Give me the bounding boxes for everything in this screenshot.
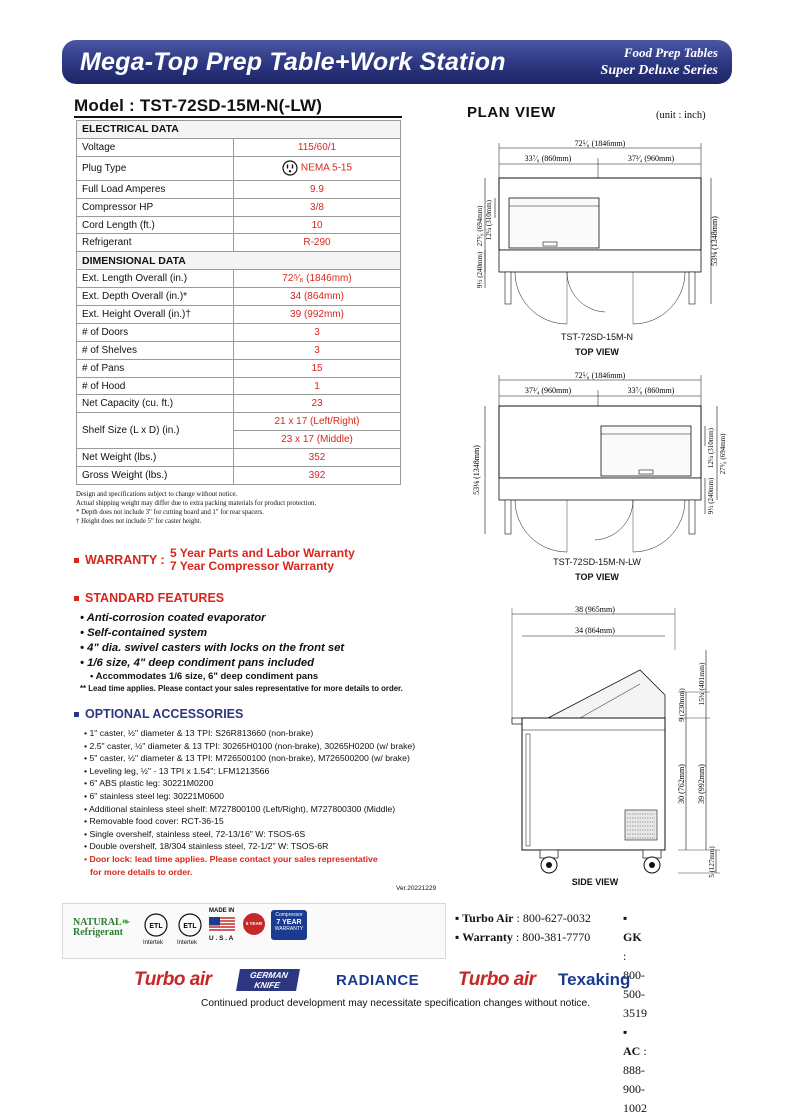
list-item: • 6" ABS plastic leg: 30221M0200 bbox=[84, 778, 214, 789]
standard-features-heading bbox=[74, 591, 224, 605]
dim-cabinet-depth: 34 (864mm) bbox=[575, 626, 615, 635]
spec-value: 15 bbox=[234, 359, 401, 377]
spec-label: Voltage bbox=[77, 138, 234, 156]
table-row bbox=[77, 156, 401, 180]
model-title: Model : TST-72SD-15M-N(-LW) bbox=[74, 96, 323, 115]
side-view-drawing bbox=[500, 600, 730, 880]
warranty-phone: : 800-381-7770 bbox=[515, 930, 591, 944]
made-in-label: MADE IN bbox=[209, 908, 235, 914]
list-item: • Double overshelf, 18/304 stainless steel, 72-1/2" W: TSOS-6R bbox=[84, 841, 329, 852]
table-row bbox=[77, 121, 401, 139]
dim-top-height: 15¾ (401mm) bbox=[697, 662, 706, 706]
natural-refrigerant-logo bbox=[73, 918, 130, 938]
us-flag-icon bbox=[209, 917, 235, 933]
warranty-badge-label: WARRANTY bbox=[274, 926, 304, 932]
table-row bbox=[77, 252, 401, 270]
accessories-list bbox=[84, 727, 415, 878]
brand-logos bbox=[120, 967, 660, 993]
turbo-air-logo-2: Turbo air bbox=[458, 969, 536, 990]
spec-value: 9.9 bbox=[234, 180, 401, 198]
dim-cabinet-height: 30 (762mm) bbox=[677, 764, 686, 804]
electrical-header: ELECTRICAL DATA bbox=[77, 121, 401, 139]
header-banner bbox=[62, 40, 732, 84]
dim-left-section: 33⁷⁄₈ (860mm) bbox=[524, 154, 572, 163]
dim-a: 12¼ (310mm) bbox=[485, 200, 493, 241]
spec-label: Cord Length (ft.) bbox=[77, 216, 234, 234]
table-row bbox=[77, 323, 401, 341]
dim-b: 27⁵⁄₈ (694mm) bbox=[476, 205, 484, 247]
table-row bbox=[77, 180, 401, 198]
door-lock-note-1: • Door lock: lead time applies. Please contact your sales representative bbox=[84, 853, 378, 864]
spec-table bbox=[76, 120, 401, 485]
spec-label: Gross Weight (lbs.) bbox=[77, 467, 234, 485]
spec-label: Net Weight (lbs.) bbox=[77, 449, 234, 467]
spec-label: Plug Type bbox=[77, 156, 234, 180]
dim-overall-length: 72⁵⁄₈ (1846mm) bbox=[574, 371, 626, 380]
texaking-logo: Texaking bbox=[558, 970, 631, 989]
contact-ac: ▪ AC : 888-900-1002 bbox=[623, 1025, 647, 1115]
spec-value: 352 bbox=[234, 449, 401, 467]
optional-accessories-heading-text: OPTIONAL ACCESSORIES bbox=[85, 707, 244, 721]
table-row bbox=[77, 467, 401, 485]
table-row bbox=[77, 288, 401, 306]
plug-icon bbox=[282, 160, 298, 176]
dim-overall-height: 39 (992mm) bbox=[697, 764, 706, 804]
warranty-line-1: 5 Year Parts and Labor Warranty bbox=[170, 546, 355, 560]
spec-label: # of Doors bbox=[77, 323, 234, 341]
fine-print-2: Actual shipping weight may differ due to extra packing materials for product protection. bbox=[76, 500, 317, 507]
dimensional-header: DIMENSIONAL DATA bbox=[77, 252, 401, 270]
certification-box bbox=[62, 903, 446, 959]
list-item: • Removable food cover: RCT-36-15 bbox=[84, 816, 224, 827]
unit-label: (unit : inch) bbox=[656, 110, 706, 121]
table-row bbox=[77, 341, 401, 359]
table-row bbox=[77, 216, 401, 234]
list-item: • 4" dia. swivel casters with locks on the front set bbox=[80, 642, 345, 654]
category-label: Food Prep Tables bbox=[623, 45, 718, 60]
etl-sanitation-icon bbox=[177, 912, 203, 938]
etl-icon bbox=[143, 912, 169, 938]
intertek-label: Intertek bbox=[143, 940, 164, 946]
five-year-badge: 5 YEAR bbox=[243, 913, 265, 935]
list-item: • Single overshelf, stainless steel, 72-13/16" W: TSOS-6S bbox=[84, 828, 306, 839]
table-row bbox=[77, 234, 401, 252]
bullet-icon bbox=[74, 712, 79, 717]
spec-value: 3 bbox=[234, 323, 401, 341]
spec-value: 23 x 17 (Middle) bbox=[234, 431, 401, 449]
version-label: Ver.20221229 bbox=[396, 885, 437, 892]
spec-label: Ext. Height Overall (in.)† bbox=[77, 306, 234, 324]
turbo-air-logo: Turbo air bbox=[134, 969, 212, 990]
svg-text:ETL: ETL bbox=[183, 923, 197, 930]
dim-left-section: 37³⁄₄ (960mm) bbox=[524, 386, 572, 395]
fine-print-3: * Depth does not include 3" for cutting board and 1" for rear spacers. bbox=[76, 509, 264, 516]
standard-features-list bbox=[80, 611, 403, 694]
list-item: • 2.5" caster, ½" diameter & 13 TPI: 30265H0100 (non-brake), 30265H0200 (w/ brake) bbox=[84, 740, 416, 751]
top-view-label-lw: TOP VIEW bbox=[575, 572, 619, 582]
list-item: • 1/6 size, 4" deep condiment pans included bbox=[80, 657, 315, 669]
radiance-logo: RADIANCE bbox=[336, 972, 420, 989]
model-underline bbox=[74, 116, 402, 118]
spec-label: Shelf Size (L x D) (in.) bbox=[77, 413, 234, 449]
contact-warranty: ▪ Warranty : 800-381-7770 bbox=[455, 930, 591, 944]
table-row bbox=[77, 359, 401, 377]
dim-caster-height: 5 (127mm) bbox=[708, 846, 716, 878]
warranty-label-footer: Warranty bbox=[462, 930, 513, 944]
spec-value: 72⁵⁄₈ (1846mm) bbox=[234, 270, 401, 288]
dim-depth: 53⅛ (1348mm) bbox=[472, 445, 481, 495]
standard-features-heading-text: STANDARD FEATURES bbox=[85, 591, 225, 605]
caster-rear bbox=[643, 850, 661, 873]
dim-overall-depth: 38 (965mm) bbox=[575, 605, 615, 614]
list-item: • 5" caster, ½" diameter & 13 TPI: M726500100 (non-brake), M726500200 (w/ brake) bbox=[84, 753, 410, 764]
caster-front bbox=[540, 850, 558, 873]
top-view-drawing-lw bbox=[455, 370, 735, 560]
spec-value: R-290 bbox=[234, 234, 401, 252]
german-knife-logo: GERMAN KNIFE bbox=[236, 969, 300, 991]
side-view-label: SIDE VIEW bbox=[571, 877, 619, 887]
spec-label: Refrigerant bbox=[77, 234, 234, 252]
contact-gk: ▪ GK : 800-500-3519 bbox=[623, 911, 647, 1020]
spec-value bbox=[234, 156, 401, 180]
spec-value: 392 bbox=[234, 467, 401, 485]
dim-right-section: 33⁷⁄₈ (860mm) bbox=[627, 386, 675, 395]
condenser-grille bbox=[625, 810, 657, 840]
spec-label: Compressor HP bbox=[77, 198, 234, 216]
table-row bbox=[77, 377, 401, 395]
table-row bbox=[77, 138, 401, 156]
list-sub-item: • Accommodates 1/6 size, 6" deep condiment pans bbox=[90, 671, 319, 682]
fine-print-1: Design and specifications subject to change without notice. bbox=[76, 491, 238, 498]
table-row bbox=[77, 306, 401, 324]
seven-year-label: 7 YEAR bbox=[276, 919, 302, 926]
seven-year-badge bbox=[271, 910, 307, 940]
dim-right-section: 37³⁄₄ (960mm) bbox=[627, 154, 675, 163]
spec-value: 34 (864mm) bbox=[234, 288, 401, 306]
leaf-icon: ❧ bbox=[121, 917, 131, 928]
series-label: Super Deluxe Series bbox=[600, 63, 718, 78]
spec-label: Ext. Depth Overall (in.)* bbox=[77, 288, 234, 306]
warranty-label bbox=[74, 553, 165, 567]
warranty-line-2: 7 Year Compressor Warranty bbox=[170, 559, 335, 573]
model-caption-n: TST-72SD-15M-N bbox=[560, 332, 633, 342]
natural-label: NATURAL bbox=[73, 917, 122, 928]
table-row bbox=[77, 449, 401, 467]
spec-value: 39 (992mm) bbox=[234, 306, 401, 324]
dim-hood-height: 9 (230mm) bbox=[677, 688, 686, 722]
dim-c: 9½ (240mm) bbox=[707, 477, 715, 515]
list-item: • Leveling leg, ½" - 13 TPI x 1.54": LFM1213566 bbox=[84, 765, 270, 776]
lead-time-note: ** Lead time applies. Please contact your sales representative for more details to order. bbox=[80, 684, 403, 693]
dim-a: 12¼ (310mm) bbox=[707, 428, 715, 469]
plug-type-value: NEMA 5-15 bbox=[300, 162, 353, 174]
fine-print-4: † Height does not include 5" for caster height. bbox=[76, 518, 202, 525]
gk-phone: : 800-500-3519 bbox=[623, 949, 647, 1020]
spec-value: 3 bbox=[234, 341, 401, 359]
warranty-lines bbox=[170, 547, 355, 573]
contact-turbo-air: ▪ Turbo Air : 800-627-0032 bbox=[455, 911, 591, 925]
compressor-label: Compressor bbox=[275, 912, 303, 918]
plan-view-title: PLAN VIEW bbox=[467, 104, 556, 121]
spec-value: 23 bbox=[234, 395, 401, 413]
top-view-label-n: TOP VIEW bbox=[575, 347, 619, 357]
turbo-air-label: Turbo Air bbox=[462, 911, 514, 925]
page-title: Mega-Top Prep Table+Work Station bbox=[80, 48, 506, 76]
spec-label: # of Shelves bbox=[77, 341, 234, 359]
list-item: • Anti-corrosion coated evaporator bbox=[80, 612, 266, 624]
dim-overall-length: 72⁵⁄₈ (1846mm) bbox=[574, 139, 626, 148]
spec-value: 21 x 17 (Left/Right) bbox=[234, 413, 401, 431]
turbo-air-phone: : 800-627-0032 bbox=[516, 911, 591, 925]
table-row bbox=[77, 395, 401, 413]
refrigerant-label: Refrigerant bbox=[73, 927, 123, 938]
spec-value: 115/60/1 bbox=[234, 138, 401, 156]
table-row bbox=[77, 198, 401, 216]
ac-label: AC bbox=[623, 1044, 641, 1058]
dim-depth: 53⅛ (1348mm) bbox=[710, 216, 719, 266]
bullet-icon bbox=[74, 596, 79, 601]
spec-label: # of Hood bbox=[77, 377, 234, 395]
dim-c: 9½ (240mm) bbox=[476, 251, 484, 289]
model-caption-lw: TST-72SD-15M-N-LW bbox=[553, 557, 641, 567]
top-view-drawing-n bbox=[455, 138, 735, 328]
intertek-label: Intertek bbox=[177, 940, 198, 946]
list-item: • Self-contained system bbox=[80, 627, 208, 639]
svg-text:ETL: ETL bbox=[149, 923, 163, 930]
gk-label: GK bbox=[623, 930, 642, 944]
disclaimer: Continued product development may necessitate specification changes without notice. bbox=[200, 998, 591, 1009]
table-row bbox=[77, 270, 401, 288]
spec-value: 10 bbox=[234, 216, 401, 234]
spec-label: Full Load Amperes bbox=[77, 180, 234, 198]
bullet-icon bbox=[74, 558, 79, 563]
spec-label: Ext. Length Overall (in.) bbox=[77, 270, 234, 288]
list-item: • 1" caster, ½" diameter & 13 TPI: S26R813660 (non-brake) bbox=[84, 728, 314, 738]
optional-accessories-heading bbox=[74, 707, 243, 721]
door-lock-note-2: for more details to order. bbox=[90, 866, 193, 877]
ac-phone: : 888-900-1002 bbox=[623, 1044, 647, 1115]
usa-label: U . S . A bbox=[209, 935, 234, 942]
list-item: • 6" stainless steel leg: 30221M0600 bbox=[84, 790, 224, 801]
dim-b: 27⁵⁄₈ (694mm) bbox=[719, 433, 727, 475]
table-row bbox=[77, 413, 401, 431]
spec-value: 1 bbox=[234, 377, 401, 395]
warranty-label-text: WARRANTY : bbox=[85, 553, 165, 567]
spec-value: 3/8 bbox=[234, 198, 401, 216]
list-item: • Additional stainless steel shelf: M727800100 (Left/Right), M727800300 (Middle) bbox=[84, 803, 396, 814]
contacts-col2 bbox=[623, 909, 647, 1118]
spec-label: # of Pans bbox=[77, 359, 234, 377]
spec-label: Net Capacity (cu. ft.) bbox=[77, 395, 234, 413]
